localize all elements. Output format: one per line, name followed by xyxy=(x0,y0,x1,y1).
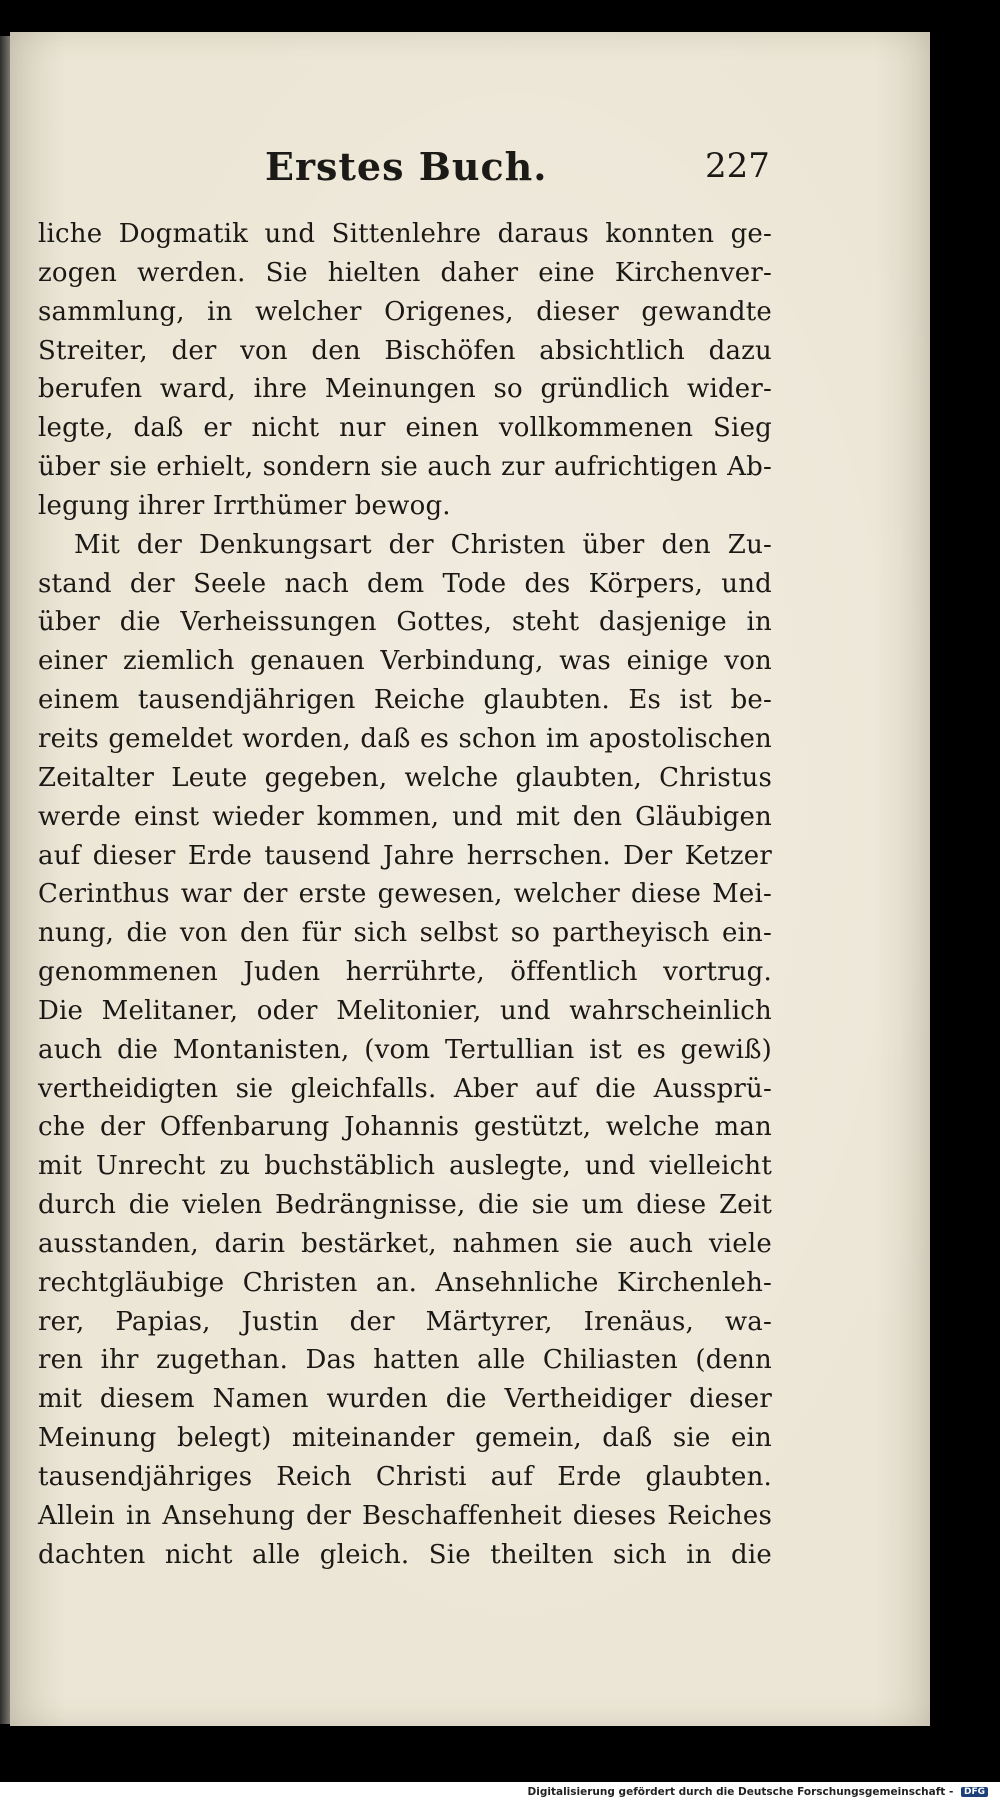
text-line: mit Unrecht zu buchstäblich auslegte, und vielleicht xyxy=(38,1151,772,1182)
text-line: stand der Seele nach dem Tode des Körpers, und xyxy=(38,568,772,599)
text-line: ren ihr zugethan. Das hatten alle Chiliasten (denn xyxy=(38,1345,772,1376)
text-line: nung, die von den für sich selbst so partheyisch ein- xyxy=(38,918,772,949)
text-line: durch die vielen Bedrängnisse, die sie um diese Zeit xyxy=(38,1190,772,1221)
text-line: auf dieser Erde tausend Jahre herrschen. Der Ketzer xyxy=(38,840,772,871)
text-line: Meinung belegt) miteinander gemein, daß sie ein xyxy=(38,1423,772,1454)
text-line: Streiter, der von den Bischöfen absichtlich dazu xyxy=(38,335,772,366)
text-line: rechtgläubige Christen an. Ansehnliche Kirchenleh- xyxy=(38,1267,772,1298)
text-line: genommenen Juden herrührte, öffentlich vortrug. xyxy=(38,957,772,988)
text-line: liche Dogmatik und Sittenlehre daraus konnten ge- xyxy=(38,219,772,249)
text-line: mit diesem Namen wurden die Vertheidiger dieser xyxy=(38,1384,772,1415)
text-line: zogen werden. Sie hielten daher eine Kirchenver- xyxy=(38,257,772,288)
text-line: tausendjähriges Reich Christi auf Erde glaubten. xyxy=(38,1462,772,1492)
text-line: reits gemeldet worden, daß es schon im apostolischen xyxy=(38,723,772,754)
book-page xyxy=(10,32,930,1726)
text-line: über sie erhielt, sondern sie auch zur aufrichtigen Ab- xyxy=(38,452,772,483)
text-line: berufen ward, ihre Meinungen so gründlich wider- xyxy=(38,374,772,405)
text-line: werde einst wieder kommen, und mit den Gläubigen xyxy=(38,801,772,832)
page-header xyxy=(10,144,930,204)
text-line: Die Melitaner, oder Melitonier, und wahrscheinlich xyxy=(38,995,772,1026)
text-line: einem tausendjährigen Reiche glaubten. Es ist be- xyxy=(38,685,772,716)
text-line: einer ziemlich genauen Verbindung, was einige von xyxy=(38,646,772,677)
text-line: über die Verheissungen Gottes, steht dasjenige in xyxy=(38,607,772,638)
text-line: sammlung, in welcher Origenes, dieser gewandte xyxy=(38,296,772,327)
text-line: Zeitalter Leute gegeben, welche glaubten, Christus xyxy=(38,762,772,793)
running-title: Erstes Buch. xyxy=(265,144,548,189)
dfg-logo: DFG xyxy=(961,1787,988,1797)
page-number: 227 xyxy=(705,146,770,186)
text-line: legte, daß er nicht nur einen vollkommenen Sieg xyxy=(38,413,772,444)
text-line: legung ihrer Irrthümer bewog. xyxy=(38,490,451,521)
text-line: dachten nicht alle gleich. Sie theilten sich in die xyxy=(38,1539,772,1570)
text-line: Allein in Ansehung der Beschaffenheit dieses Reiches xyxy=(38,1500,772,1531)
text-line: rer, Papias, Justin der Märtyrer, Irenäus, wa- xyxy=(38,1306,772,1337)
text-line: ausstanden, darin bestärket, nahmen sie auch viele xyxy=(38,1228,772,1259)
text-line: vertheidigten sie gleichfalls. Aber auf die Aussprü- xyxy=(38,1073,772,1104)
funding-note: Digitalisierung gefördert durch die Deutsche Forschungsgemeinschaft - xyxy=(527,1786,954,1798)
funding-footer xyxy=(528,1786,988,1798)
text-line: auch die Montanisten, (vom Tertullian ist es gewiß) xyxy=(38,1034,772,1065)
text-line: Cerinthus war der erste gewesen, welcher diese Mei- xyxy=(38,879,772,910)
body-text xyxy=(38,215,772,1575)
text-line: che der Offenbarung Johannis gestützt, welche man xyxy=(38,1112,772,1143)
text-line: Mit der Denkungsart der Christen über den Zu- xyxy=(74,529,772,560)
